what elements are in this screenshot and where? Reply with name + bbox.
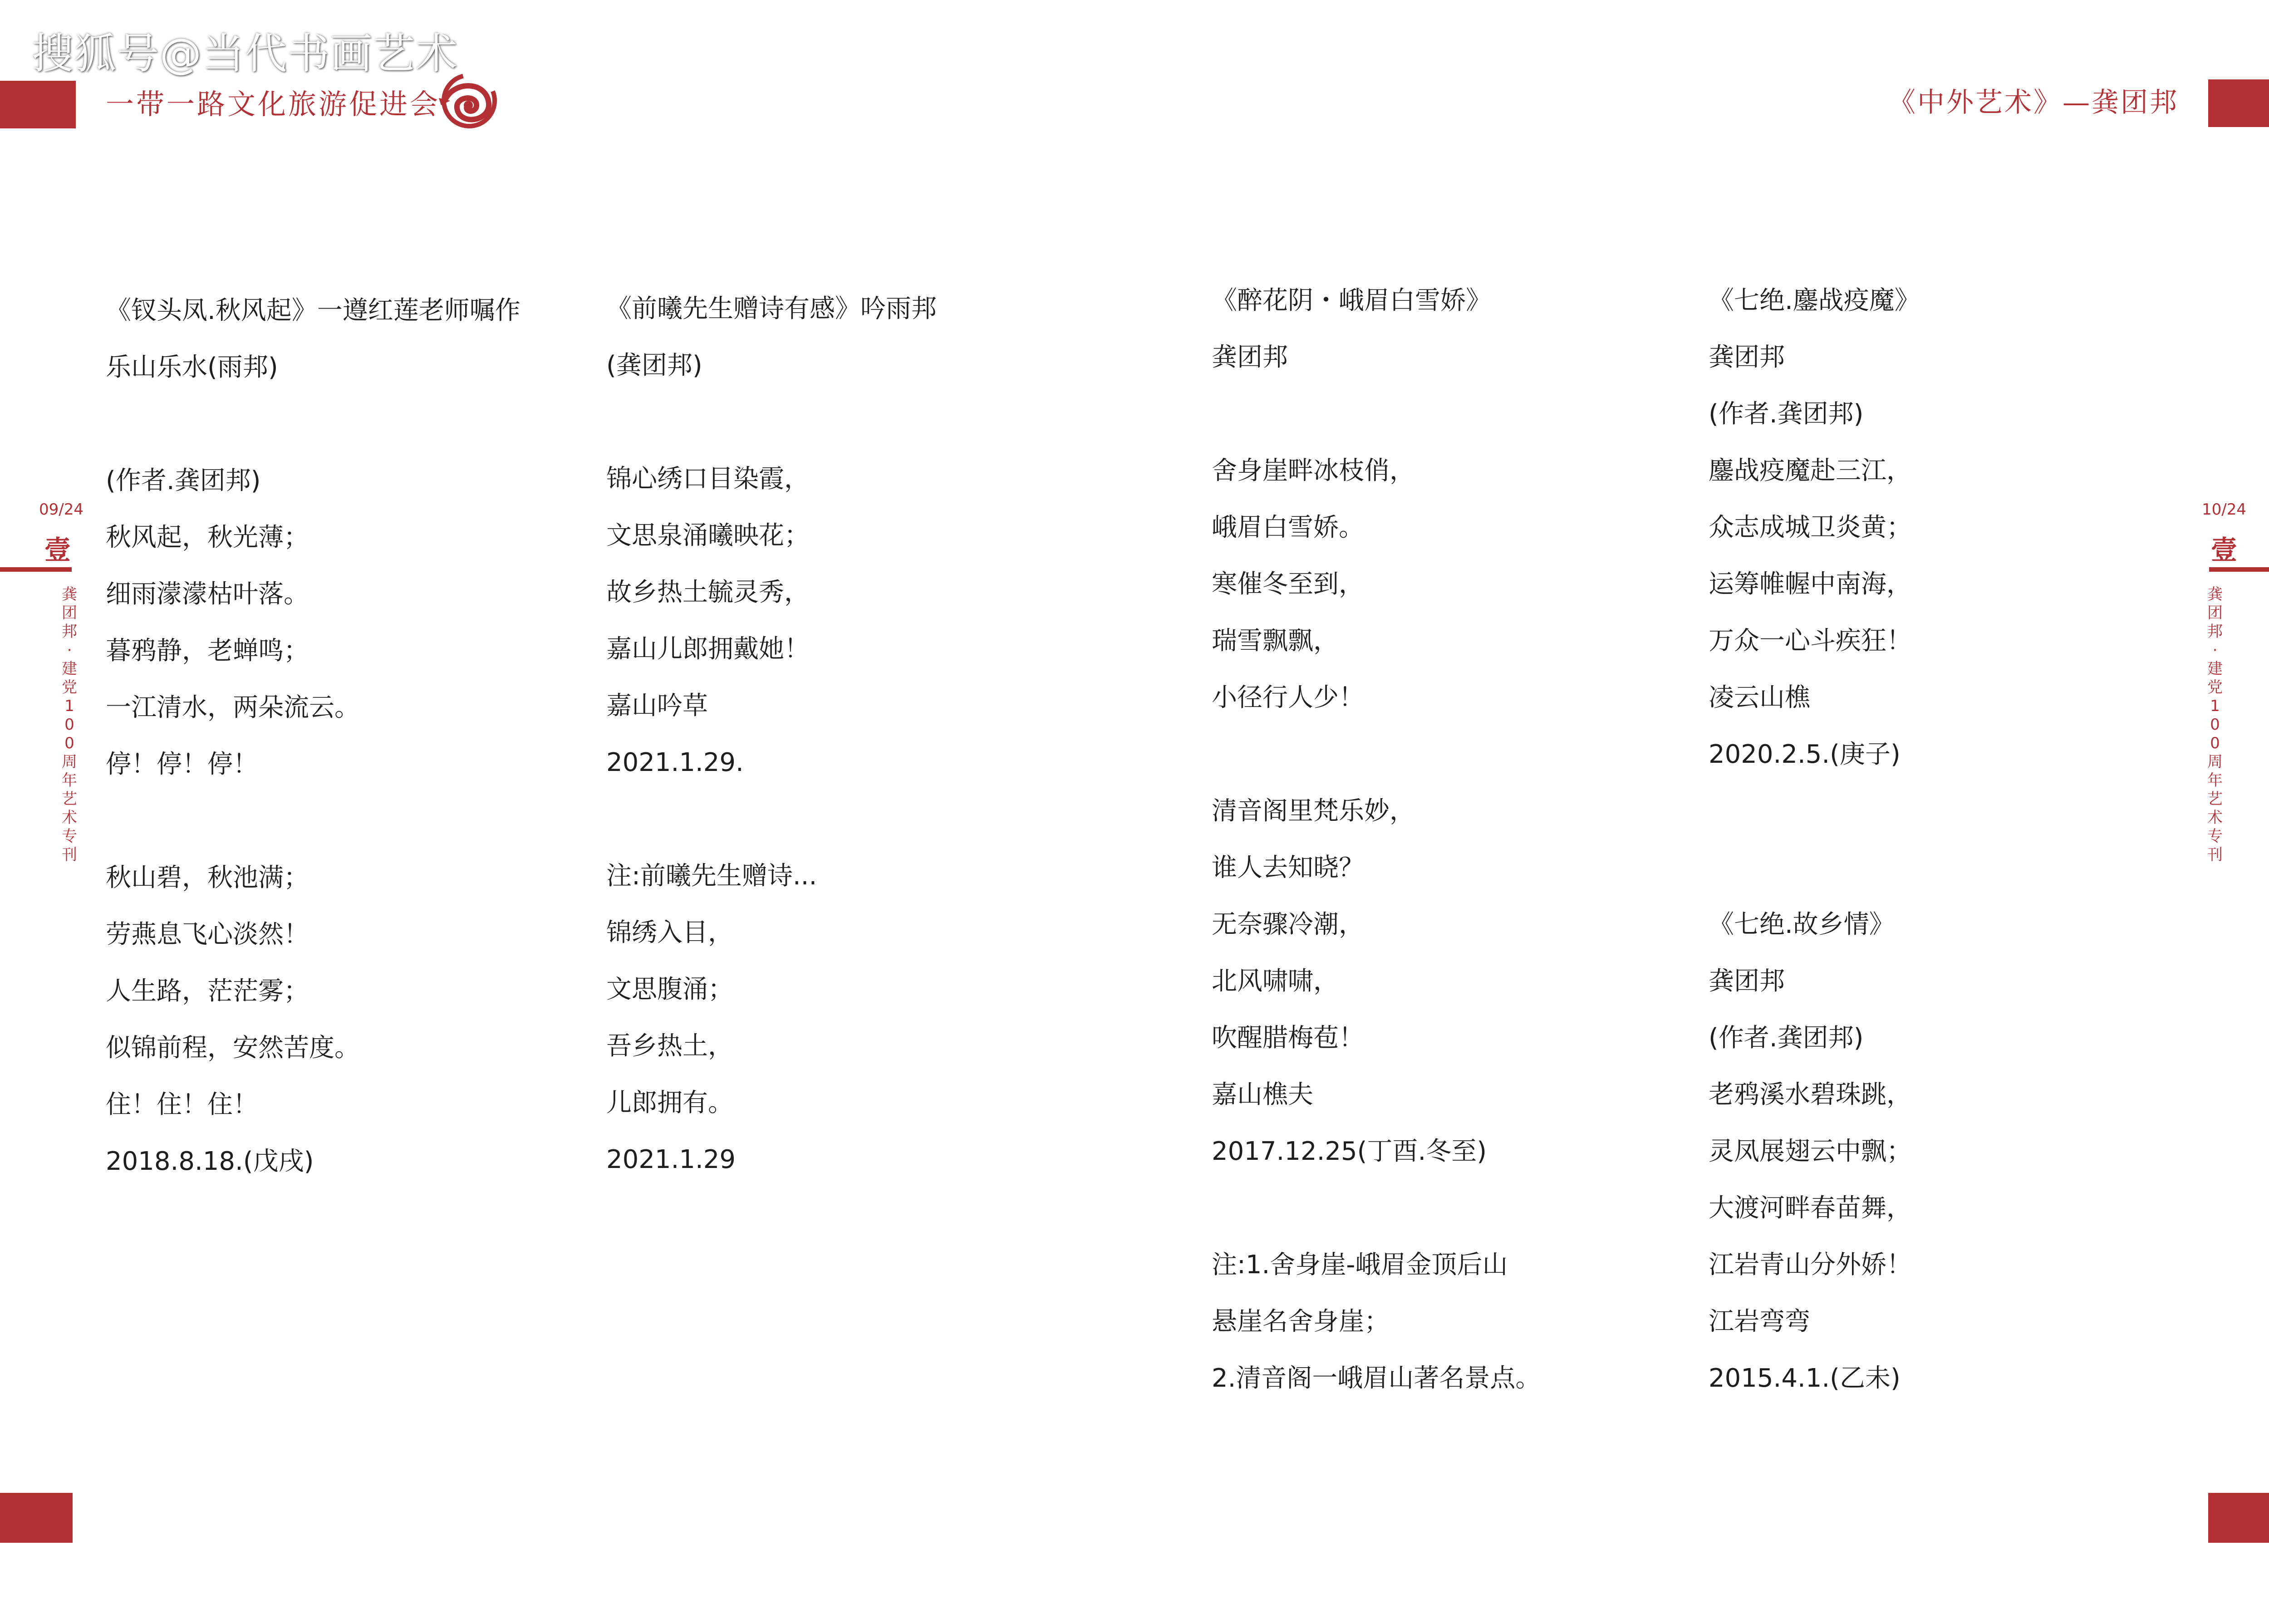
poem-line: 注:1.舍身崖-峨眉金顶后山: [1212, 1250, 1508, 1280]
right-chapter-mark: 壹: [2210, 535, 2237, 565]
poem-line: 住！住！住！: [106, 1090, 258, 1119]
poem-line: 2015.4.1.(乙未): [1709, 1364, 1901, 1393]
vertical-char: 团: [62, 604, 77, 622]
vertical-char: 专: [2207, 827, 2223, 845]
poem-line: 人生路，茫茫雾；: [106, 976, 309, 1006]
poem-line: 江岩弯弯: [1709, 1307, 1810, 1336]
poem-line: 2018.8.18.(戊戌): [106, 1147, 314, 1176]
poem-line: 《七绝.故乡情》: [1709, 910, 1895, 939]
vertical-char: 党: [62, 678, 77, 697]
poem-line: 峨眉白雪娇。: [1212, 513, 1364, 542]
poem-line: 文思腹涌；: [606, 975, 733, 1004]
poem-line: 文思泉涌曦映花；: [606, 521, 810, 550]
vertical-char: 0: [2210, 734, 2220, 752]
vertical-char: 团: [2207, 604, 2223, 622]
swirl-logo-icon: [437, 72, 498, 131]
poem-line: 2017.12.25(丁酉.冬至): [1212, 1137, 1487, 1166]
poem-line: 秋山碧，秋池满；: [106, 863, 309, 893]
vertical-char: ·: [2212, 641, 2218, 659]
poem-line: [1212, 726, 1541, 783]
left-margin-bar: [0, 567, 72, 572]
poem-line: 锦心绣口目染霞，: [606, 464, 810, 494]
poem-line: (作者.龚团邦): [106, 466, 261, 496]
poem-line: 嘉山儿郎拥戴她！: [606, 634, 810, 664]
poem-line: 秋风起，秋光薄；: [106, 523, 309, 552]
poem-line: 注:前曦先生赠诗...: [606, 861, 817, 891]
poem-line: 2020.2.5.(庚子): [1709, 740, 1901, 769]
vertical-char: 周: [2207, 753, 2223, 771]
poem-line: 《七绝.鏖战疫魔》: [1709, 286, 1920, 315]
poem-line: 2021.1.29: [606, 1145, 736, 1174]
poem-line: 凌云山樵: [1709, 683, 1810, 712]
poem-line: 暮鸦静，老蝉鸣；: [106, 636, 309, 666]
left-vertical-title: [58, 585, 81, 864]
vertical-char: 1: [64, 697, 74, 715]
poem-line: 小径行人少！: [1212, 683, 1364, 712]
poem-column-4: [1709, 272, 1920, 1407]
poem-line: 似锦前程，安然苦度。: [106, 1033, 360, 1063]
poem-line: 清音阁里梵乐妙，: [1212, 796, 1415, 826]
top-left-red-block: [0, 81, 76, 128]
vertical-char: 邦: [2207, 623, 2223, 641]
vertical-char: 艺: [2207, 790, 2223, 808]
poem-column-3: [1212, 272, 1541, 1407]
vertical-char: 刊: [2207, 846, 2223, 864]
poem-column-1: [106, 282, 521, 1190]
poem-line: 劳燕息飞心淡然！: [106, 920, 309, 949]
poem-column-2: [606, 280, 937, 1188]
left-page-number: 09/24: [39, 500, 83, 519]
poem-line: 北风啸啸，: [1212, 967, 1339, 996]
vertical-char: 年: [2207, 771, 2223, 790]
vertical-char: 0: [2210, 716, 2220, 734]
poem-line: 无奈骤冷潮，: [1212, 910, 1364, 939]
poem-line: 众志成城卫炎黄；: [1709, 513, 1912, 542]
poem-line: [1212, 1180, 1541, 1236]
poem-line: 老鸦溪水碧珠跳，: [1709, 1080, 1912, 1109]
poem-line: [106, 793, 521, 849]
poem-line: 2.清音阁一峨眉山著名景点。: [1212, 1364, 1541, 1393]
poem-line: 谁人去知晓？: [1212, 853, 1364, 883]
top-right-red-block: [2208, 79, 2269, 127]
poem-line: [1709, 783, 1920, 839]
vertical-char: 刊: [62, 846, 77, 864]
vertical-char: ·: [67, 641, 72, 659]
poem-line: 灵凤展翅云中飘；: [1709, 1137, 1912, 1166]
poem-line: [1709, 839, 1920, 896]
poem-line: 吹醒腊梅苞！: [1212, 1023, 1364, 1053]
left-chapter-mark: 壹: [44, 535, 71, 565]
poem-line: [606, 791, 937, 848]
poem-line: 嘉山樵夫: [1212, 1080, 1313, 1109]
vertical-char: 建: [2207, 660, 2223, 678]
poem-line: 悬崖名舍身崖；: [1212, 1307, 1390, 1336]
poem-line: 龚团邦: [1212, 343, 1288, 372]
vertical-char: 1: [2210, 697, 2220, 715]
poem-line: 万众一心斗疾狂！: [1709, 626, 1912, 656]
poem-line: 《钗头凤.秋风起》一遵红莲老师嘱作: [106, 296, 521, 325]
vertical-char: 邦: [62, 623, 77, 641]
poem-line: [606, 394, 937, 451]
vertical-char: 周: [62, 753, 77, 771]
vertical-char: 术: [2207, 809, 2223, 827]
poem-line: 细雨濛濛枯叶落。: [106, 579, 309, 609]
poem-line: 故乡热土毓灵秀，: [606, 578, 810, 607]
poem-line: 乐山乐水(雨邦): [106, 353, 278, 382]
poem-line: 瑞雪飘飘，: [1212, 626, 1339, 656]
poem-line: 龚团邦: [1709, 343, 1785, 372]
right-margin-bar: [2209, 567, 2269, 572]
bottom-right-red-block: [2208, 1493, 2269, 1543]
poem-line: 大渡河畔春苗舞，: [1709, 1193, 1912, 1223]
vertical-char: 专: [62, 827, 77, 845]
vertical-char: 0: [64, 716, 74, 734]
poem-line: 龚团邦: [1709, 967, 1785, 996]
vertical-char: 年: [62, 771, 77, 790]
vertical-char: 艺: [62, 790, 77, 808]
bottom-left-red-block: [0, 1493, 73, 1543]
poem-line: 舍身崖畔冰枝俏，: [1212, 456, 1415, 486]
publication-title: 《中外艺术》—龚团邦: [1888, 87, 2179, 118]
vertical-char: 术: [62, 809, 77, 827]
right-vertical-title: [2204, 585, 2226, 864]
poem-line: 《醉花阴・峨眉白雪娇》: [1212, 286, 1491, 315]
poem-line: 运筹帷幄中南海，: [1709, 569, 1912, 599]
poem-line: 寒催冬至到，: [1212, 569, 1364, 599]
vertical-char: 龚: [2207, 585, 2223, 603]
watermark: 搜狐号@当代书画艺术: [32, 29, 459, 78]
poem-line: 锦绣入目，: [606, 918, 733, 947]
organization-name: 一带一路文化旅游促进会: [106, 88, 441, 121]
right-page-number: 10/24: [2202, 500, 2246, 519]
poem-line: [106, 396, 521, 452]
poem-line: 江岩青山分外娇！: [1709, 1250, 1912, 1280]
poem-line: (龚团邦): [606, 351, 702, 380]
vertical-char: 龚: [62, 585, 77, 603]
vertical-char: 建: [62, 660, 77, 678]
poem-line: 鏖战疫魔赴三江，: [1709, 456, 1912, 486]
vertical-char: 党: [2207, 678, 2223, 697]
poem-line: 2021.1.29.: [606, 748, 744, 777]
poem-line: (作者.龚团邦): [1709, 1023, 1864, 1053]
vertical-char: 0: [64, 734, 74, 752]
poem-line: 儿郎拥有。: [606, 1088, 733, 1118]
poem-line: 嘉山吟草: [606, 691, 708, 721]
poem-line: 吾乡热土，: [606, 1031, 733, 1061]
poem-line: 一江清水，两朵流云。: [106, 693, 360, 722]
poem-line: 《前曦先生赠诗有感》吟雨邦: [606, 294, 937, 324]
poem-line: [1212, 386, 1541, 442]
poem-line: 停！停！停！: [106, 750, 258, 779]
poem-line: (作者.龚团邦): [1709, 399, 1864, 429]
